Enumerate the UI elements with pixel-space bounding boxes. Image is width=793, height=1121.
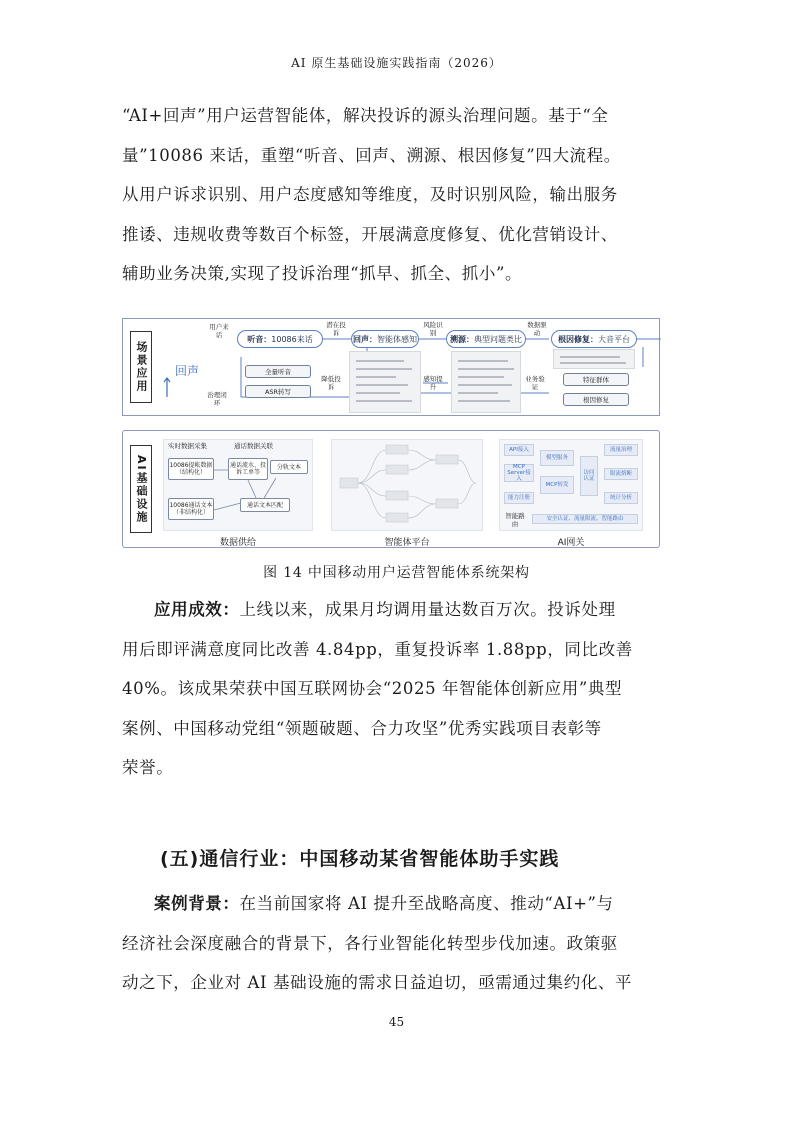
text-line: 荣誉。 (122, 758, 174, 777)
page-number: 45 (388, 1015, 405, 1029)
text-line: 推诿、违规收费等数百个标签，开展满意度修复、优化营销设计、 (122, 224, 618, 244)
gateway-mcp-convert: MCP转发 (540, 476, 574, 494)
paragraph-results (122, 590, 662, 788)
annotation-risk-identify: 风险识别 (423, 321, 443, 337)
text-line: 从用户诉求识别、用户态度感知等维度，及时识别风险，输出服务 (122, 185, 618, 204)
annotation-user-call: 用户来话 (209, 323, 229, 339)
node-10086-call-text: 10086通话文本（非结构化） (168, 498, 214, 520)
stage-huisheng: 回声：智能体感知 (351, 330, 419, 348)
results-lead: 应用成效： (154, 600, 240, 619)
box-asr-transcribe: ASR转写 (245, 385, 311, 398)
annotation-latent-complaint: 潜在投诉 (326, 321, 346, 337)
gateway-api-access: API接入 (504, 444, 534, 456)
stage-gengen-repair: 根因修复：大音平台 (551, 330, 637, 348)
stage-tingyin: 听音：10086来话 (237, 330, 323, 348)
paragraph-background (122, 884, 662, 1003)
stage-suyuan: 溯源：典型问题类比 (446, 330, 526, 348)
ai-infrastructure-panel (122, 430, 660, 548)
text-line: 应用成效：上线以来，成果月均调用量达数百万次。投诉处理 (154, 600, 616, 619)
node-segment-text: 分轨文本 (270, 460, 308, 474)
ai-infrastructure-label: AI基础设施 (130, 445, 152, 533)
text-line: 量”10086 来话，重塑“听音、回声、溯源、根因修复”四大流程。 (122, 145, 621, 165)
scene-application-label: 场景应用 (130, 331, 152, 403)
gateway-mcp-server-access: MCP Server接入 (504, 464, 534, 482)
text-line: 案例、中国移动党组“领题破题、合力攻坚”优秀实践项目表彰等 (122, 718, 602, 738)
page-header-title: AI 原生基础设施实践指南（2026） (291, 56, 502, 70)
huisheng-label: 回声 (175, 364, 200, 378)
text-line: 动之下，企业对 AI 基础设施的需求日益迫切，亟需通过集约化、平 (122, 973, 633, 992)
section-heading: (五)通信行业：中国移动某省智能体助手实践 (160, 848, 560, 870)
screenshot-thumbnail (553, 349, 635, 369)
annotation-perception-boost: 感知提升 (423, 375, 443, 391)
screenshot-thumbnail (349, 351, 421, 413)
annotation-business-verify: 业务验证 (525, 375, 545, 391)
node-call-records: 通话流水、投诉工单等 (228, 458, 268, 480)
text-line: 用后即评满意度同比改善 4.84pp，重复投诉率 1.88pp，同比改善 (122, 639, 633, 659)
gateway-statistics: 统计分析 (604, 492, 638, 504)
data-supply-col1-title: 实时数据采集 (168, 442, 207, 450)
screenshot-thumbnail (451, 351, 521, 413)
ai-gateway-region (499, 439, 643, 531)
text-line: “AI+回声”用户运营智能体，解决投诉的源头治理问题。基于“全 (122, 106, 609, 125)
text-line: 经济社会深度融合的背景下，各行业智能化转型步伐加速。政策驱 (122, 933, 618, 953)
gateway-access-auth: 访问认证 (580, 456, 598, 496)
gateway-rate-limit: 限流熔断 (604, 468, 638, 480)
architecture-figure (122, 318, 662, 550)
gateway-ability-register: 能力注册 (504, 492, 534, 504)
annotation-data-driven: 数据驱动 (527, 321, 547, 337)
box-full-listen: 全量听音 (245, 365, 311, 378)
node-10086-struct-data: 10086提帐数据（结构化） (168, 458, 214, 480)
text-line: 辅助业务决策,实现了投诉治理“抓早、抓全、抓小”。 (122, 264, 523, 283)
box-feature-group: 特征群体 (563, 373, 629, 386)
paragraph-intro (122, 96, 662, 294)
gateway-security-bar: 安全认证、流量限流、智能路由 (532, 514, 638, 524)
text-line: 案例背景：在当前国家将 AI 提升至战略高度、推动“AI+”与 (154, 894, 614, 913)
box-root-repair: 根因修复 (563, 393, 629, 406)
annotation-governance-loop: 治理闭环 (207, 391, 227, 407)
agent-platform-region (331, 439, 483, 531)
node-text-match: 通话文本匹配 (240, 498, 290, 512)
annotation-reduce-complaint: 降低投诉 (321, 375, 341, 391)
gateway-traffic-governance: 流量治理 (604, 444, 638, 456)
ai-gateway-label: AI网关 (557, 538, 585, 548)
gateway-smart-routing: 智能路由 (505, 512, 525, 528)
agent-flow-graph (332, 440, 484, 532)
background-lead: 案例背景： (154, 894, 240, 913)
data-supply-col2-title: 通话数据关联 (234, 442, 273, 450)
data-supply-label: 数据供给 (219, 538, 256, 548)
agent-platform-label: 智能体平台 (384, 538, 430, 548)
scene-application-panel (122, 318, 660, 416)
data-supply-region (163, 439, 313, 531)
text-line: 40%。该成果荣获中国互联网协会“2025 年智能体创新应用”典型 (122, 679, 623, 698)
figure-caption: 图 14 中国移动用户运营智能体系统架构 (263, 565, 530, 581)
gateway-model-service: 模型服务 (540, 450, 574, 466)
